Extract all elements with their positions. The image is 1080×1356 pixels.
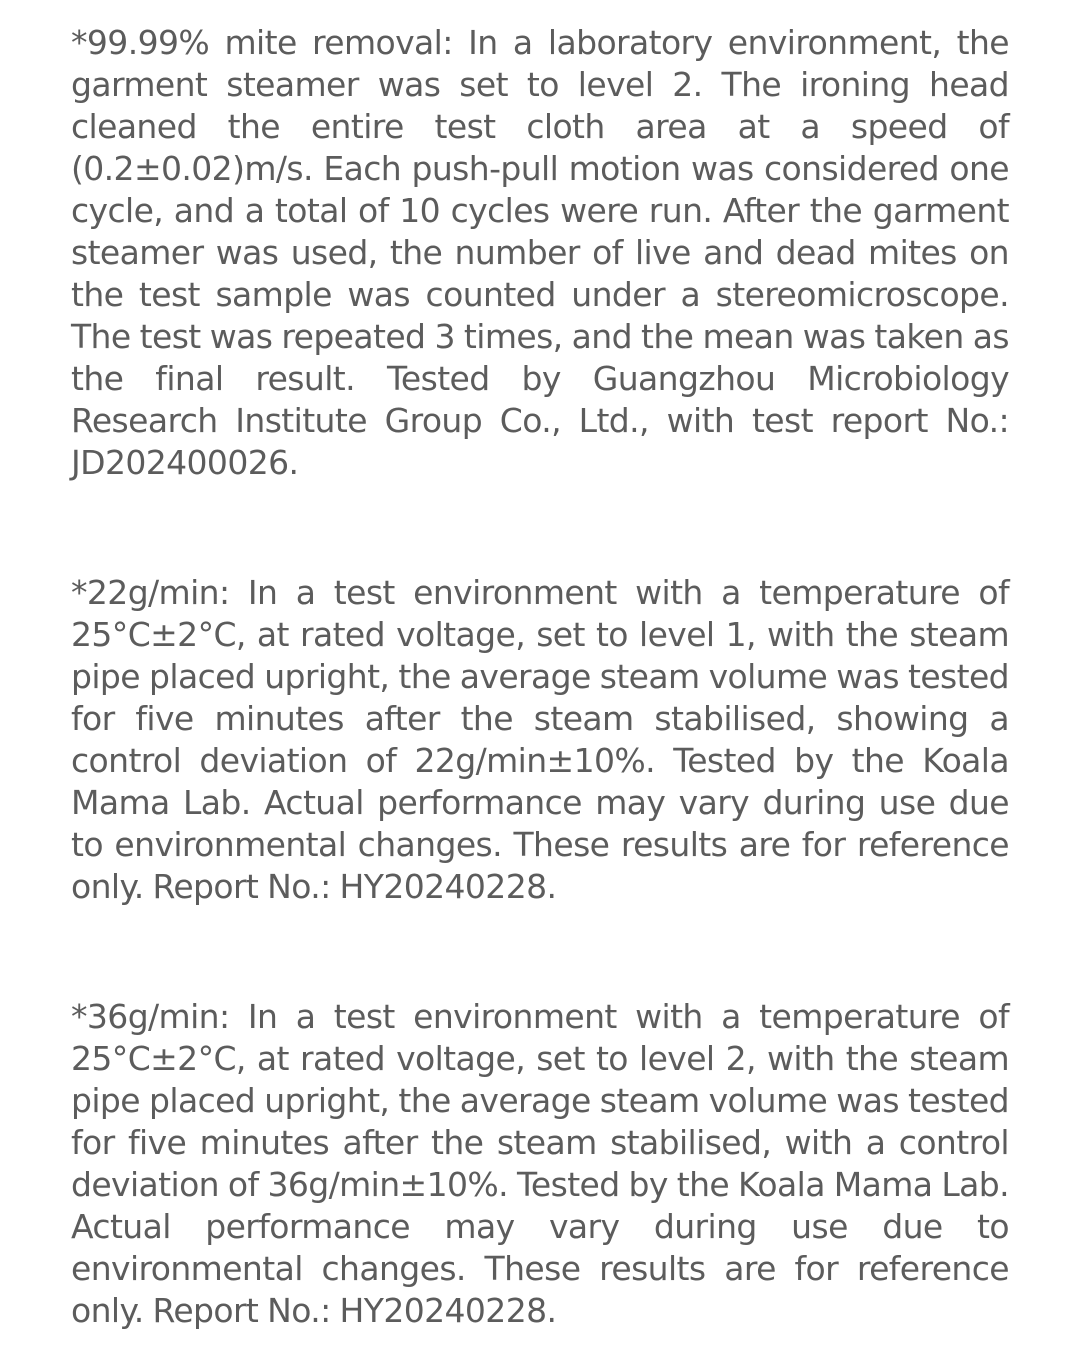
disclaimer-notes — [71, 22, 1009, 1332]
steam-22g-note: *22g/min: In a test environment with a temperature of 25°C±2°C, at rated voltage, set to level 1, with the steam pipe placed upright, the average steam volume was tested for five minutes after the steam stabilised, showing a control deviation of 22g/min±10%. Tested by the Koala Mama Lab. Actual performance may vary during use due to environmental changes. These results are for reference only. Report No.: HY20240228. — [71, 573, 1009, 906]
mite-removal-note: *99.99% mite removal: In a laboratory environment, the garment steamer was set to level 2. The ironing head cleaned the entire test cloth area at a speed of (0.2±0.02)m/s. Each push-pull motion was considered one cycle, and a total of 10 cycles were run. After the garment steamer was used, the number of live and dead mites on the test sample was counted under a stereomicroscope. The test was repeated 3 times, and the mean was taken as the final result. Tested by Guangzhou Microbiology Research Institute Group Co., Ltd., with test report No.: JD202400026. — [71, 23, 1009, 482]
spacer — [71, 484, 1009, 572]
steam-36g-note: *36g/min: In a test environment with a temperature of 25°C±2°C, at rated voltage, set to level 2, with the steam pipe placed upright, the average steam volume was tested for five minutes after the steam stabilised, with a control deviation of 36g/min±10%. Tested by the Koala Mama Lab. Actual performance may vary during use due to environmental changes. These results are for reference only. Report No.: HY20240228. — [71, 997, 1009, 1330]
spacer — [71, 908, 1009, 996]
